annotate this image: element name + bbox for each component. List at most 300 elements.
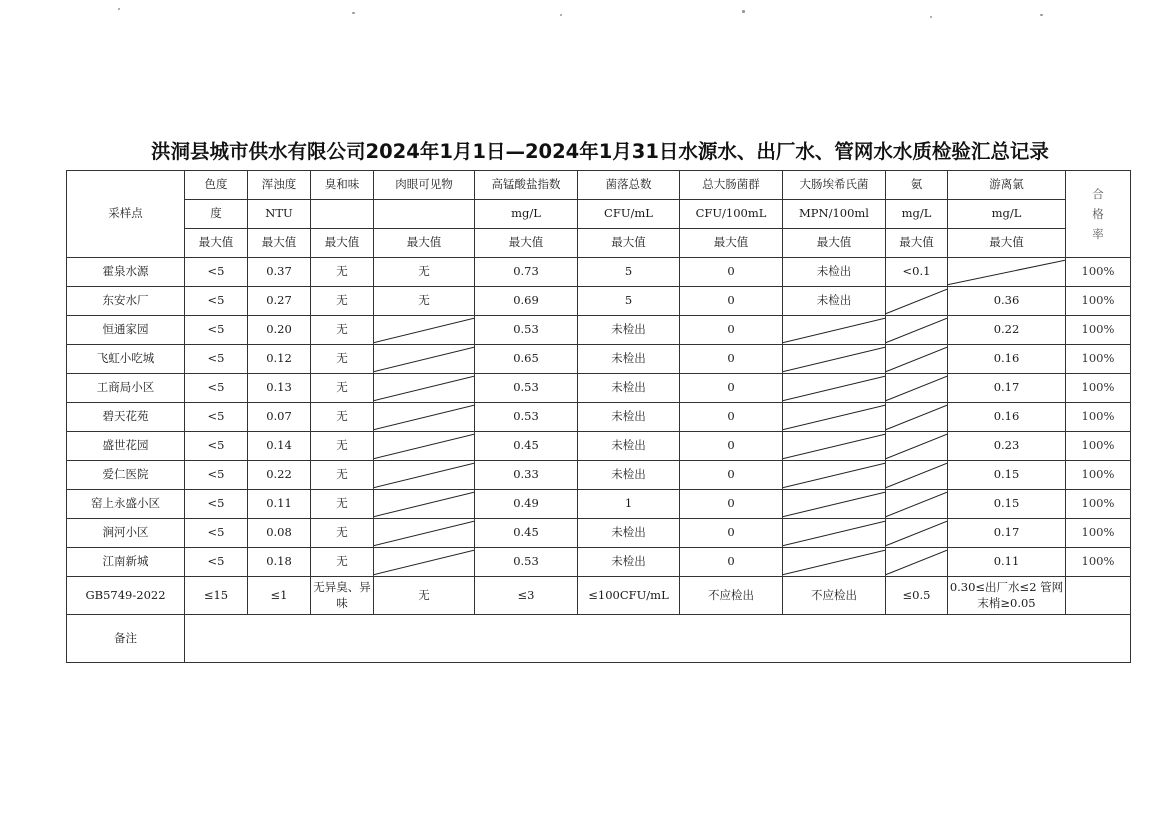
empty-cell-slash [374, 519, 474, 547]
value-cell [374, 345, 475, 374]
table-row [67, 461, 1131, 490]
header-col-name: 高锰酸盐指数 [475, 171, 578, 200]
cell-value: 0.20 [266, 322, 292, 337]
site-name: 爱仁医院 [67, 461, 185, 490]
site-name: 东安水厂 [67, 287, 185, 316]
scan-speck [352, 12, 355, 14]
empty-cell-slash [783, 490, 885, 518]
cell-value: 无 [336, 409, 348, 424]
value-cell [578, 519, 680, 548]
pass-rate-value: 100% [1081, 351, 1115, 366]
header-col-name: 大肠埃希氏菌 [783, 171, 886, 200]
standard-limit: ≤0.5 [886, 577, 948, 615]
scan-speck [742, 10, 745, 13]
pass-rate-cell [1066, 258, 1131, 287]
pass-rate-value: 100% [1081, 409, 1115, 424]
header-col-unit: mg/L [475, 200, 578, 229]
cell-value: 0.53 [513, 380, 539, 395]
cell-value: 0.12 [266, 351, 292, 366]
header-col-stat: 最大值 [886, 229, 948, 258]
cell-value: <5 [207, 322, 225, 337]
cell-value: 0.45 [513, 525, 539, 540]
value-cell [475, 519, 578, 548]
value-cell [680, 345, 783, 374]
value-cell [311, 258, 374, 287]
cell-value: 0.16 [993, 409, 1020, 424]
pass-rate-cell [1066, 316, 1131, 345]
header-col-unit: MPN/100ml [783, 200, 886, 229]
value-cell [185, 345, 248, 374]
cell-value: 5 [624, 293, 633, 308]
value-cell [475, 258, 578, 287]
value-cell [783, 432, 886, 461]
value-cell [475, 374, 578, 403]
value-cell [886, 432, 948, 461]
cell-value: 未检出 [611, 525, 646, 540]
empty-cell-slash [783, 548, 885, 576]
value-cell [886, 316, 948, 345]
pass-rate-value: 100% [1081, 264, 1115, 279]
cell-value: <5 [207, 409, 225, 424]
empty-cell-slash [886, 548, 947, 576]
value-cell [374, 374, 475, 403]
value-cell [886, 345, 948, 374]
value-cell [578, 432, 680, 461]
standard-limit: 不应检出 [680, 577, 783, 615]
cell-value: 0.27 [266, 293, 292, 308]
cell-value: 未检出 [611, 554, 646, 569]
value-cell [185, 490, 248, 519]
site-name: 恒通家园 [67, 316, 185, 345]
cell-value: <5 [207, 438, 225, 453]
value-cell [680, 287, 783, 316]
value-cell [948, 461, 1066, 490]
scan-speck [560, 14, 562, 16]
value-cell [185, 374, 248, 403]
value-cell [680, 432, 783, 461]
value-cell [374, 519, 475, 548]
standard-pass-rate-empty [1066, 577, 1131, 615]
value-cell [886, 490, 948, 519]
value-cell [311, 490, 374, 519]
value-cell [475, 403, 578, 432]
header-site: 采样点 [67, 171, 185, 258]
standard-limit: 0.30≤出厂水≤2 管网末梢≥0.05 [948, 577, 1066, 615]
cell-value: 0.37 [266, 264, 292, 279]
cell-value: 0.11 [993, 554, 1020, 569]
cell-value: <5 [207, 496, 225, 511]
cell-value: 0.53 [513, 554, 539, 569]
value-cell [475, 345, 578, 374]
value-cell [783, 374, 886, 403]
site-name: 霍泉水源 [67, 258, 185, 287]
value-cell [248, 374, 311, 403]
cell-value: <0.1 [902, 264, 931, 279]
cell-value: 0.17 [993, 525, 1020, 540]
value-cell [248, 316, 311, 345]
standard-name: GB5749-2022 [67, 577, 185, 615]
empty-cell-slash [948, 258, 1065, 286]
value-cell [374, 316, 475, 345]
header-col-unit: CFU/100mL [680, 200, 783, 229]
header-col-unit: 度 [185, 200, 248, 229]
cell-value: <5 [207, 293, 225, 308]
pass-rate-cell [1066, 490, 1131, 519]
standard-limit: ≤3 [475, 577, 578, 615]
standard-limit: ≤15 [185, 577, 248, 615]
value-cell [886, 519, 948, 548]
cell-value: 0 [727, 322, 735, 337]
cell-value: 0.22 [266, 467, 292, 482]
pass-rate-value: 100% [1081, 467, 1115, 482]
cell-value: 无 [336, 467, 348, 482]
site-name: 盛世花园 [67, 432, 185, 461]
scan-speck [1040, 14, 1043, 16]
cell-value: 0 [727, 554, 735, 569]
value-cell [311, 432, 374, 461]
value-cell [680, 403, 783, 432]
header-row-stat [67, 229, 1131, 258]
header-col-name: 游离氯 [948, 171, 1066, 200]
pass-rate-value: 100% [1081, 438, 1115, 453]
water-quality-table [66, 170, 1131, 663]
value-cell [948, 432, 1066, 461]
value-cell [578, 316, 680, 345]
cell-value: 0.08 [266, 525, 292, 540]
value-cell [886, 287, 948, 316]
value-cell [248, 519, 311, 548]
pass-rate-cell [1066, 432, 1131, 461]
empty-cell-slash [783, 374, 885, 402]
pass-rate-cell [1066, 374, 1131, 403]
header-col-stat: 最大值 [248, 229, 311, 258]
standard-limit: 不应检出 [783, 577, 886, 615]
remarks-label: 备注 [67, 615, 185, 663]
cell-value: 未检出 [611, 409, 646, 424]
cell-value: 0.53 [513, 409, 539, 424]
cell-value: <5 [207, 467, 225, 482]
table-row [67, 548, 1131, 577]
cell-value: 0 [727, 467, 735, 482]
table-row [67, 287, 1131, 316]
site-name: 碧天花苑 [67, 403, 185, 432]
standard-limit: ≤100CFU/mL [578, 577, 680, 615]
value-cell [248, 403, 311, 432]
value-cell [886, 258, 948, 287]
pass-rate-cell [1066, 461, 1131, 490]
header-col-name: 氨 [886, 171, 948, 200]
pass-rate-value: 100% [1081, 293, 1115, 308]
value-cell [248, 548, 311, 577]
header-col-name: 肉眼可见物 [374, 171, 475, 200]
value-cell [475, 490, 578, 519]
pass-rate-char: 合 [1092, 187, 1104, 201]
header-col-unit: CFU/mL [578, 200, 680, 229]
value-cell [783, 316, 886, 345]
value-cell [248, 461, 311, 490]
value-cell [185, 403, 248, 432]
value-cell [578, 374, 680, 403]
empty-cell-slash [783, 461, 885, 489]
value-cell [680, 548, 783, 577]
cell-value: 0.11 [266, 496, 292, 511]
cell-value: 0.36 [993, 293, 1020, 308]
cell-value: 0.18 [266, 554, 292, 569]
value-cell [783, 490, 886, 519]
value-cell [948, 258, 1066, 287]
value-cell [948, 374, 1066, 403]
value-cell [783, 519, 886, 548]
cell-value: 无 [336, 438, 348, 453]
cell-value: 无 [336, 525, 348, 540]
cell-value: 未检出 [816, 264, 852, 279]
empty-cell-slash [374, 316, 474, 344]
value-cell [578, 403, 680, 432]
value-cell [475, 548, 578, 577]
value-cell [374, 258, 475, 287]
cell-value: 无 [336, 380, 348, 395]
cell-value: 0.65 [513, 351, 539, 366]
value-cell [248, 287, 311, 316]
value-cell [185, 258, 248, 287]
pass-rate-value: 100% [1081, 525, 1115, 540]
remarks-content [185, 615, 1131, 663]
cell-value: 0.16 [993, 351, 1020, 366]
cell-value: 5 [624, 264, 633, 279]
value-cell [886, 403, 948, 432]
pass-rate-char: 格 [1092, 207, 1104, 221]
cell-value: <5 [207, 380, 225, 395]
standard-limit: ≤1 [248, 577, 311, 615]
value-cell [374, 403, 475, 432]
value-cell [783, 403, 886, 432]
value-cell [886, 461, 948, 490]
value-cell [185, 287, 248, 316]
empty-cell-slash [886, 403, 947, 431]
cell-value: 0 [727, 525, 735, 540]
cell-value: 0.23 [993, 438, 1020, 453]
value-cell [578, 461, 680, 490]
value-cell [680, 461, 783, 490]
header-col-unit [374, 200, 475, 229]
value-cell [475, 432, 578, 461]
pass-rate-value: 100% [1081, 380, 1115, 395]
empty-cell-slash [783, 345, 885, 373]
pass-rate-char: 率 [1092, 227, 1104, 241]
header-col-stat: 最大值 [185, 229, 248, 258]
value-cell [783, 461, 886, 490]
cell-value: 0 [727, 496, 735, 511]
value-cell [948, 403, 1066, 432]
value-cell [475, 461, 578, 490]
header-col-stat: 最大值 [680, 229, 783, 258]
cell-value: 无 [336, 496, 348, 511]
pass-rate-value: 100% [1081, 496, 1115, 511]
table-row [67, 258, 1131, 287]
pass-rate-cell [1066, 403, 1131, 432]
header-col-unit [311, 200, 374, 229]
value-cell [783, 287, 886, 316]
cell-value: 0.17 [993, 380, 1020, 395]
remarks-row [67, 615, 1131, 663]
header-col-stat: 最大值 [948, 229, 1066, 258]
cell-value: 未检出 [816, 293, 852, 308]
value-cell [578, 548, 680, 577]
empty-cell-slash [886, 345, 947, 373]
pass-rate-cell [1066, 345, 1131, 374]
value-cell [783, 548, 886, 577]
cell-value: 无 [336, 554, 348, 569]
value-cell [680, 316, 783, 345]
value-cell [185, 548, 248, 577]
scan-speck [930, 16, 932, 18]
cell-value: <5 [207, 554, 225, 569]
empty-cell-slash [886, 316, 947, 344]
value-cell [948, 548, 1066, 577]
empty-cell-slash [886, 519, 947, 547]
empty-cell-slash [374, 548, 474, 576]
pass-rate-cell [1066, 287, 1131, 316]
value-cell [185, 432, 248, 461]
value-cell [578, 490, 680, 519]
value-cell [680, 374, 783, 403]
empty-cell-slash [886, 461, 947, 489]
value-cell [578, 258, 680, 287]
value-cell [948, 316, 1066, 345]
table-row [67, 374, 1131, 403]
site-name: 飞虹小吃城 [67, 345, 185, 374]
header-col-unit: mg/L [886, 200, 948, 229]
value-cell [886, 548, 948, 577]
value-cell [374, 490, 475, 519]
value-cell [948, 519, 1066, 548]
empty-cell-slash [374, 461, 474, 489]
value-cell [248, 490, 311, 519]
header-col-name: 菌落总数 [578, 171, 680, 200]
cell-value: 无 [418, 264, 430, 279]
site-name: 工商局小区 [67, 374, 185, 403]
empty-cell-slash [374, 432, 474, 460]
cell-value: 0.73 [513, 264, 539, 279]
header-row-names [67, 171, 1131, 200]
value-cell [311, 374, 374, 403]
empty-cell-slash [783, 519, 885, 547]
cell-value: <5 [207, 525, 225, 540]
value-cell [680, 490, 783, 519]
cell-value: 0 [727, 293, 735, 308]
cell-value: 无 [336, 293, 348, 308]
empty-cell-slash [783, 403, 885, 431]
cell-value: 0.49 [513, 496, 539, 511]
cell-value: 无 [336, 264, 348, 279]
pass-rate-value: 100% [1081, 554, 1115, 569]
pass-rate-cell [1066, 519, 1131, 548]
table-row [67, 345, 1131, 374]
header-col-unit: NTU [248, 200, 311, 229]
header-col-name: 总大肠菌群 [680, 171, 783, 200]
cell-value: 0 [727, 351, 735, 366]
value-cell [948, 345, 1066, 374]
value-cell [475, 316, 578, 345]
value-cell [783, 258, 886, 287]
cell-value: 0.53 [513, 322, 539, 337]
empty-cell-slash [783, 316, 885, 344]
cell-value: 0.22 [993, 322, 1020, 337]
value-cell [948, 287, 1066, 316]
site-name: 江南新城 [67, 548, 185, 577]
value-cell [311, 316, 374, 345]
empty-cell-slash [886, 432, 947, 460]
value-cell [374, 461, 475, 490]
cell-value: 0 [727, 380, 735, 395]
value-cell [311, 519, 374, 548]
empty-cell-slash [374, 374, 474, 402]
header-col-stat: 最大值 [578, 229, 680, 258]
cell-value: 未检出 [611, 351, 646, 366]
table-row [67, 519, 1131, 548]
value-cell [248, 345, 311, 374]
cell-value: 0.69 [513, 293, 539, 308]
value-cell [311, 287, 374, 316]
header-col-name: 浑浊度 [248, 171, 311, 200]
header-col-unit: mg/L [948, 200, 1066, 229]
scan-speck [118, 8, 120, 10]
value-cell [783, 345, 886, 374]
value-cell [948, 490, 1066, 519]
cell-value: 无 [336, 322, 348, 337]
value-cell [475, 287, 578, 316]
site-name: 涧河小区 [67, 519, 185, 548]
header-row-units [67, 200, 1131, 229]
header-col-name: 臭和味 [311, 171, 374, 200]
empty-cell-slash [374, 403, 474, 431]
value-cell [374, 432, 475, 461]
value-cell [578, 287, 680, 316]
value-cell [886, 374, 948, 403]
cell-value: 0 [727, 264, 735, 279]
empty-cell-slash [886, 287, 947, 315]
cell-value: <5 [207, 264, 225, 279]
cell-value: 0.13 [266, 380, 292, 395]
empty-cell-slash [783, 432, 885, 460]
value-cell [248, 258, 311, 287]
cell-value: 0 [727, 438, 735, 453]
cell-value: 未检出 [611, 380, 646, 395]
value-cell [311, 548, 374, 577]
empty-cell-slash [886, 490, 947, 518]
header-col-stat: 最大值 [374, 229, 475, 258]
table-row [67, 490, 1131, 519]
header-pass-rate [1066, 171, 1131, 258]
value-cell [680, 519, 783, 548]
cell-value: 0 [727, 409, 735, 424]
value-cell [374, 548, 475, 577]
cell-value: 0.15 [993, 467, 1020, 482]
header-col-stat: 最大值 [311, 229, 374, 258]
value-cell [680, 258, 783, 287]
table-row [67, 432, 1131, 461]
value-cell [311, 461, 374, 490]
cell-value: 无 [418, 293, 430, 308]
standard-limit: 无异臭、异味 [311, 577, 374, 615]
value-cell [185, 316, 248, 345]
empty-cell-slash [886, 374, 947, 402]
pass-rate-value: 100% [1081, 322, 1115, 337]
table-row [67, 316, 1131, 345]
cell-value: 未检出 [611, 438, 646, 453]
header-col-stat: 最大值 [475, 229, 578, 258]
value-cell [311, 403, 374, 432]
